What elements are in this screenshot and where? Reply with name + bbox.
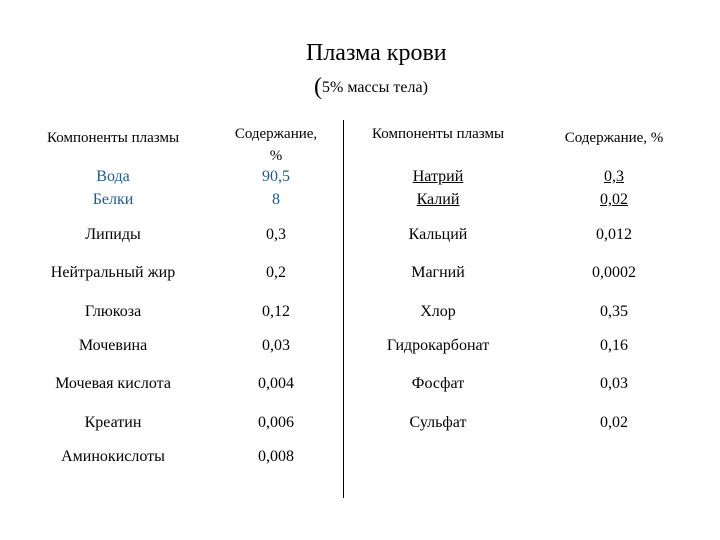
left-value-neutral-fat: 0,2 (266, 264, 286, 281)
right-value-phosphate: 0,03 (600, 375, 628, 392)
right-value-calcium: 0,012 (596, 226, 632, 243)
right-name-sulfate: Сульфат (409, 414, 467, 431)
subtitle-text: 5% массы тела) (322, 79, 428, 96)
left-value-creatine: 0,006 (258, 414, 294, 431)
left-name-glucose: Глюкоза (84, 303, 142, 320)
header-left-component: Компоненты плазмы (46, 130, 180, 146)
right-name-potassium: Калий (416, 191, 460, 208)
left-name-lipidy: Липиды (85, 226, 141, 243)
right-name-bicarbonate: Гидрокарбонат (386, 337, 490, 354)
left-name-creatine: Креатин (84, 414, 142, 431)
right-name-chlorine: Хлор (420, 303, 456, 320)
left-name-belki: Белки (92, 191, 134, 208)
left-value-lipidy: 0,3 (266, 226, 286, 243)
right-name-magnesium: Магний (411, 264, 465, 281)
column-divider (343, 120, 344, 498)
right-value-potassium: 0,02 (600, 191, 628, 208)
left-value-belki: 8 (272, 191, 280, 208)
left-value-voda: 90,5 (262, 168, 290, 185)
page-title: Плазма крови (306, 40, 447, 66)
left-name-voda: Вода (96, 168, 130, 185)
header-left-content (235, 123, 317, 167)
header-left-content-line2: % (269, 148, 283, 164)
right-value-sodium: 0,3 (604, 168, 624, 185)
right-value-magnesium: 0,0002 (592, 264, 636, 281)
header-left-content-line1: Содержание, (234, 126, 318, 142)
right-name-sodium: Натрий (412, 168, 464, 185)
left-value-amino-acids: 0,008 (258, 448, 294, 465)
right-value-chlorine: 0,35 (600, 303, 628, 320)
right-value-bicarbonate: 0,16 (600, 337, 628, 354)
header-right-component: Компоненты плазмы (371, 126, 505, 142)
left-name-uric-acid: Мочевая кислота (55, 375, 171, 392)
page-subtitle (314, 74, 428, 101)
left-value-glucose: 0,12 (262, 303, 290, 320)
subtitle-paren: ( (314, 74, 322, 100)
right-value-sulfate: 0,02 (600, 414, 628, 431)
left-name-amino-acids: Аминокислоты (61, 448, 165, 465)
right-name-phosphate: Фосфат (411, 375, 465, 392)
left-name-neutral-fat: Нейтральный жир (50, 264, 176, 281)
left-value-uric-acid: 0,004 (258, 375, 294, 392)
right-name-calcium: Кальций (408, 226, 468, 243)
left-value-urea: 0,03 (262, 337, 290, 354)
left-name-urea: Мочевина (78, 337, 148, 354)
header-right-content: Содержание, % (564, 130, 664, 146)
